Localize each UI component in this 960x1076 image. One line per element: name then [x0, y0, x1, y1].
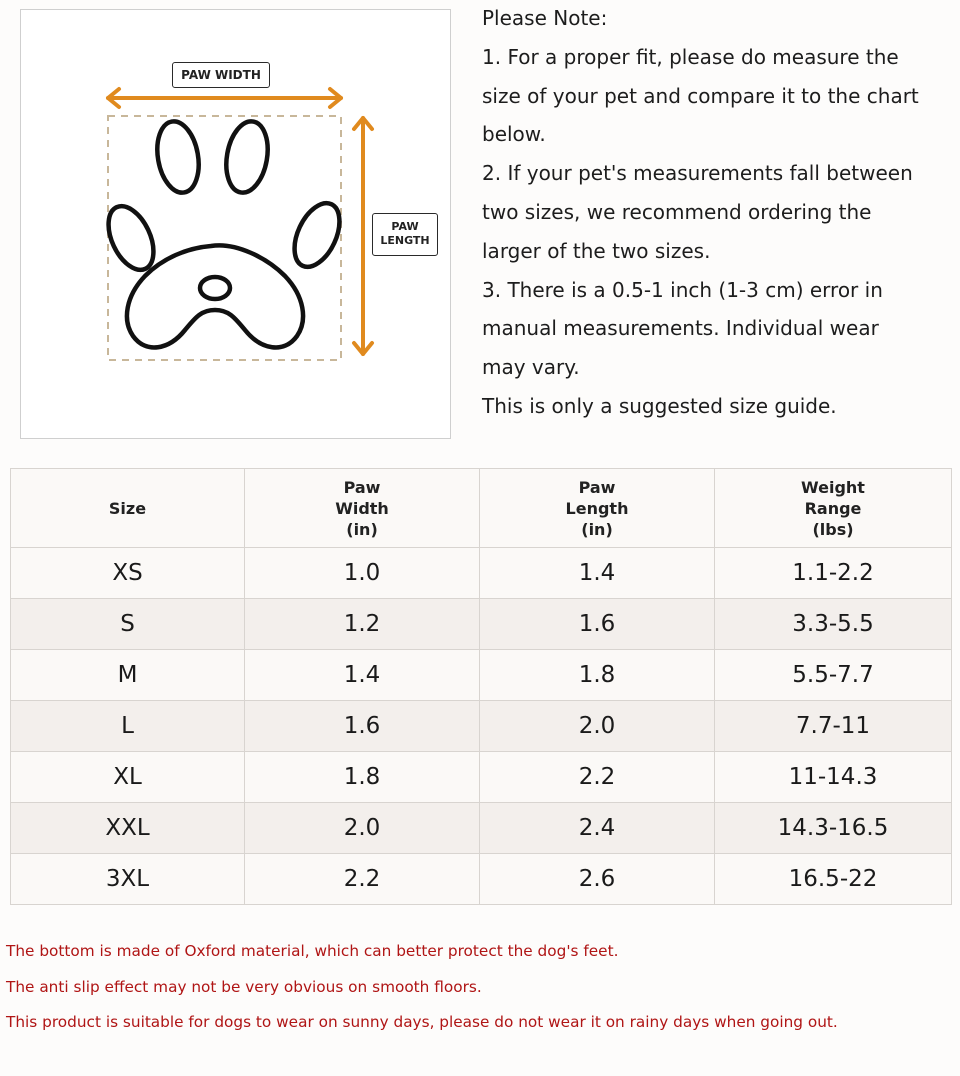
- cell-size: XXL: [11, 803, 245, 854]
- cell-paw-length: 1.6: [480, 599, 715, 650]
- product-footnotes: [6, 934, 956, 1041]
- cell-size: L: [11, 701, 245, 752]
- note-disclaimer: This is only a suggested size guide.: [482, 393, 837, 418]
- cell-size: 3XL: [11, 854, 245, 905]
- table-row: [11, 803, 952, 854]
- cell-paw-width: 1.2: [245, 599, 480, 650]
- cell-paw-width: 1.4: [245, 650, 480, 701]
- cell-size: XL: [11, 752, 245, 803]
- cell-size: M: [11, 650, 245, 701]
- note-line: 3. There is a 0.5-1 inch (1-3 cm) error in: [482, 277, 883, 302]
- paw-length-arrow-icon: [354, 118, 372, 354]
- cell-paw-width: 1.0: [245, 548, 480, 599]
- header-size: [11, 469, 245, 548]
- note-line: 1. For a proper fit, please do measure the: [482, 44, 899, 69]
- header-paw-width: [245, 469, 480, 548]
- header-text: Weight: [801, 477, 865, 497]
- size-chart-table: [10, 468, 952, 905]
- paw-width-label: PAW WIDTH: [172, 62, 270, 88]
- note-line: may vary.: [482, 355, 580, 380]
- cell-paw-width: 1.8: [245, 752, 480, 803]
- paw-length-label-line1: PAW: [391, 220, 419, 233]
- footnote-weather: This product is suitable for dogs to wear on sunny days, please do not wear it on rainy days when going out.: [6, 1013, 838, 1031]
- cell-weight-range: 1.1-2.2: [715, 548, 952, 599]
- header-paw-length: [480, 469, 715, 548]
- header-text: (in): [346, 519, 378, 539]
- note-line: size of your pet and compare it to the chart: [482, 83, 919, 108]
- cell-weight-range: 14.3-16.5: [715, 803, 952, 854]
- cell-weight-range: 7.7-11: [715, 701, 952, 752]
- cell-weight-range: 3.3-5.5: [715, 599, 952, 650]
- header-text: Width: [335, 498, 389, 518]
- header-text: Paw: [343, 477, 381, 497]
- header-weight-range: [715, 469, 952, 548]
- paw-length-label: [372, 213, 438, 256]
- table-row: [11, 650, 952, 701]
- note-line: below.: [482, 122, 546, 147]
- note-heading: Please Note:: [482, 6, 608, 30]
- table-row: [11, 599, 952, 650]
- cell-paw-width: 2.0: [245, 803, 480, 854]
- cell-paw-width: 1.6: [245, 701, 480, 752]
- note-line: manual measurements. Individual wear: [482, 316, 879, 341]
- cell-paw-length: 1.8: [480, 650, 715, 701]
- paw-width-arrow-icon: [108, 89, 341, 107]
- header-text: Length: [565, 498, 629, 518]
- cell-paw-length: 1.4: [480, 548, 715, 599]
- table-row: [11, 548, 952, 599]
- note-line: two sizes, we recommend ordering the: [482, 199, 872, 224]
- cell-weight-range: 5.5-7.7: [715, 650, 952, 701]
- header-size-label: Size: [108, 498, 147, 518]
- note-line: larger of the two sizes.: [482, 238, 711, 263]
- footnote-material: The bottom is made of Oxford material, which can better protect the dog's feet.: [6, 942, 619, 960]
- table-row: [11, 701, 952, 752]
- cell-paw-length: 2.6: [480, 854, 715, 905]
- cell-size: S: [11, 599, 245, 650]
- paw-length-label-line2: LENGTH: [380, 234, 430, 247]
- cell-size: XS: [11, 548, 245, 599]
- table-row: [11, 854, 952, 905]
- cell-paw-width: 2.2: [245, 854, 480, 905]
- sizing-notes: [482, 0, 952, 426]
- paw-measurement-diagram: [20, 9, 451, 439]
- cell-weight-range: 16.5-22: [715, 854, 952, 905]
- header-text: (lbs): [812, 519, 854, 539]
- header-text: Paw: [578, 477, 616, 497]
- table-header-row: [11, 469, 952, 548]
- header-text: (in): [581, 519, 613, 539]
- cell-weight-range: 11-14.3: [715, 752, 952, 803]
- cell-paw-length: 2.0: [480, 701, 715, 752]
- table-row: [11, 752, 952, 803]
- note-line: 2. If your pet's measurements fall between: [482, 161, 913, 186]
- footnote-anti-slip: The anti slip effect may not be very obvious on smooth floors.: [6, 977, 482, 996]
- header-text: Range: [804, 498, 862, 518]
- cell-paw-length: 2.2: [480, 752, 715, 803]
- paw-outline-icon: [99, 118, 348, 347]
- cell-paw-length: 2.4: [480, 803, 715, 854]
